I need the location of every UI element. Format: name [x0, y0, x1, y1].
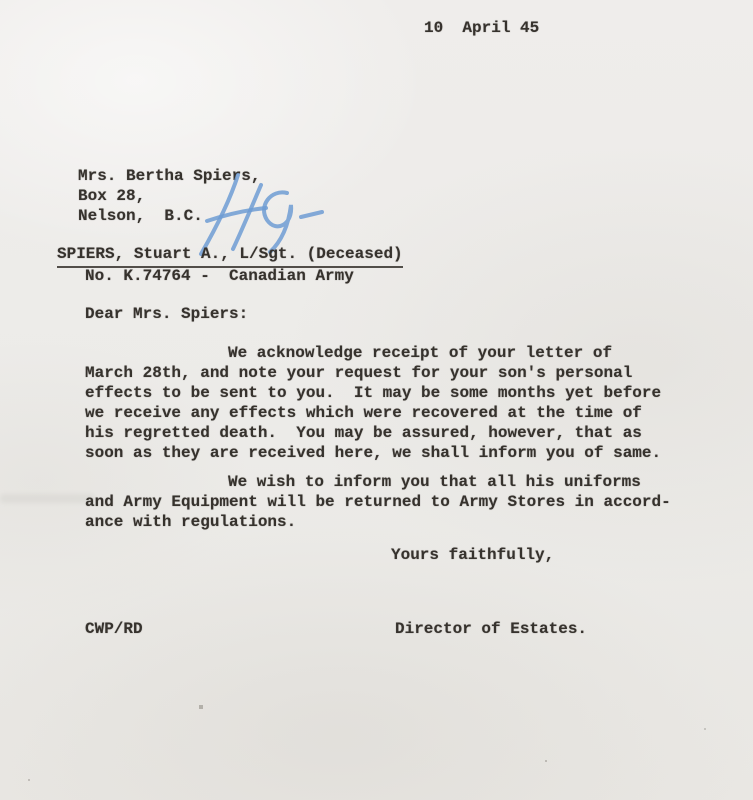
closing-valediction: Yours faithfully, [391, 546, 555, 564]
recipient-name: Mrs. Bertha Spiers, [78, 167, 261, 185]
body-line: March 28th, and note your request for your son's personal [85, 364, 633, 382]
hq-dash [301, 212, 322, 217]
body-paragraph-2 [85, 472, 671, 532]
body-paragraph-1 [85, 343, 661, 463]
service-number-line: No. K.74764 - Canadian Army [85, 267, 354, 285]
hq-h-crossbar [207, 208, 266, 221]
body-line: his regretted death. You may be assured, however, that as [85, 424, 642, 442]
paper-smudge [0, 494, 95, 503]
paper-specks [0, 0, 2, 2]
letter-date: 10 April 45 [424, 19, 540, 37]
hq-h-right-stroke [233, 185, 261, 249]
body-line: effects to be sent to you. It may be some months yet before [85, 384, 662, 402]
body-line: and Army Equipment will be returned to Army Stores in accord- [85, 493, 671, 511]
subject-line [57, 244, 403, 268]
subject-underlined-text: SPIERS, Stuart A., L/Sgt. (Deceased) [57, 244, 403, 268]
body-line: we receive any effects which were recovered at the time of [85, 404, 642, 422]
body-line: We acknowledge receipt of your letter of [228, 344, 613, 362]
signature-title: Director of Estates. [395, 620, 588, 638]
recipient-city: Nelson, B.C. [78, 207, 203, 225]
body-line: soon as they are received here, we shall inform you of same. [85, 444, 662, 462]
typist-reference: CWP/RD [85, 620, 143, 638]
recipient-box: Box 28, [78, 187, 146, 205]
body-line: ance with regulations. [85, 513, 297, 531]
body-line: We wish to inform you that all his uniforms [228, 473, 641, 491]
salutation: Dear Mrs. Spiers: [85, 305, 249, 323]
